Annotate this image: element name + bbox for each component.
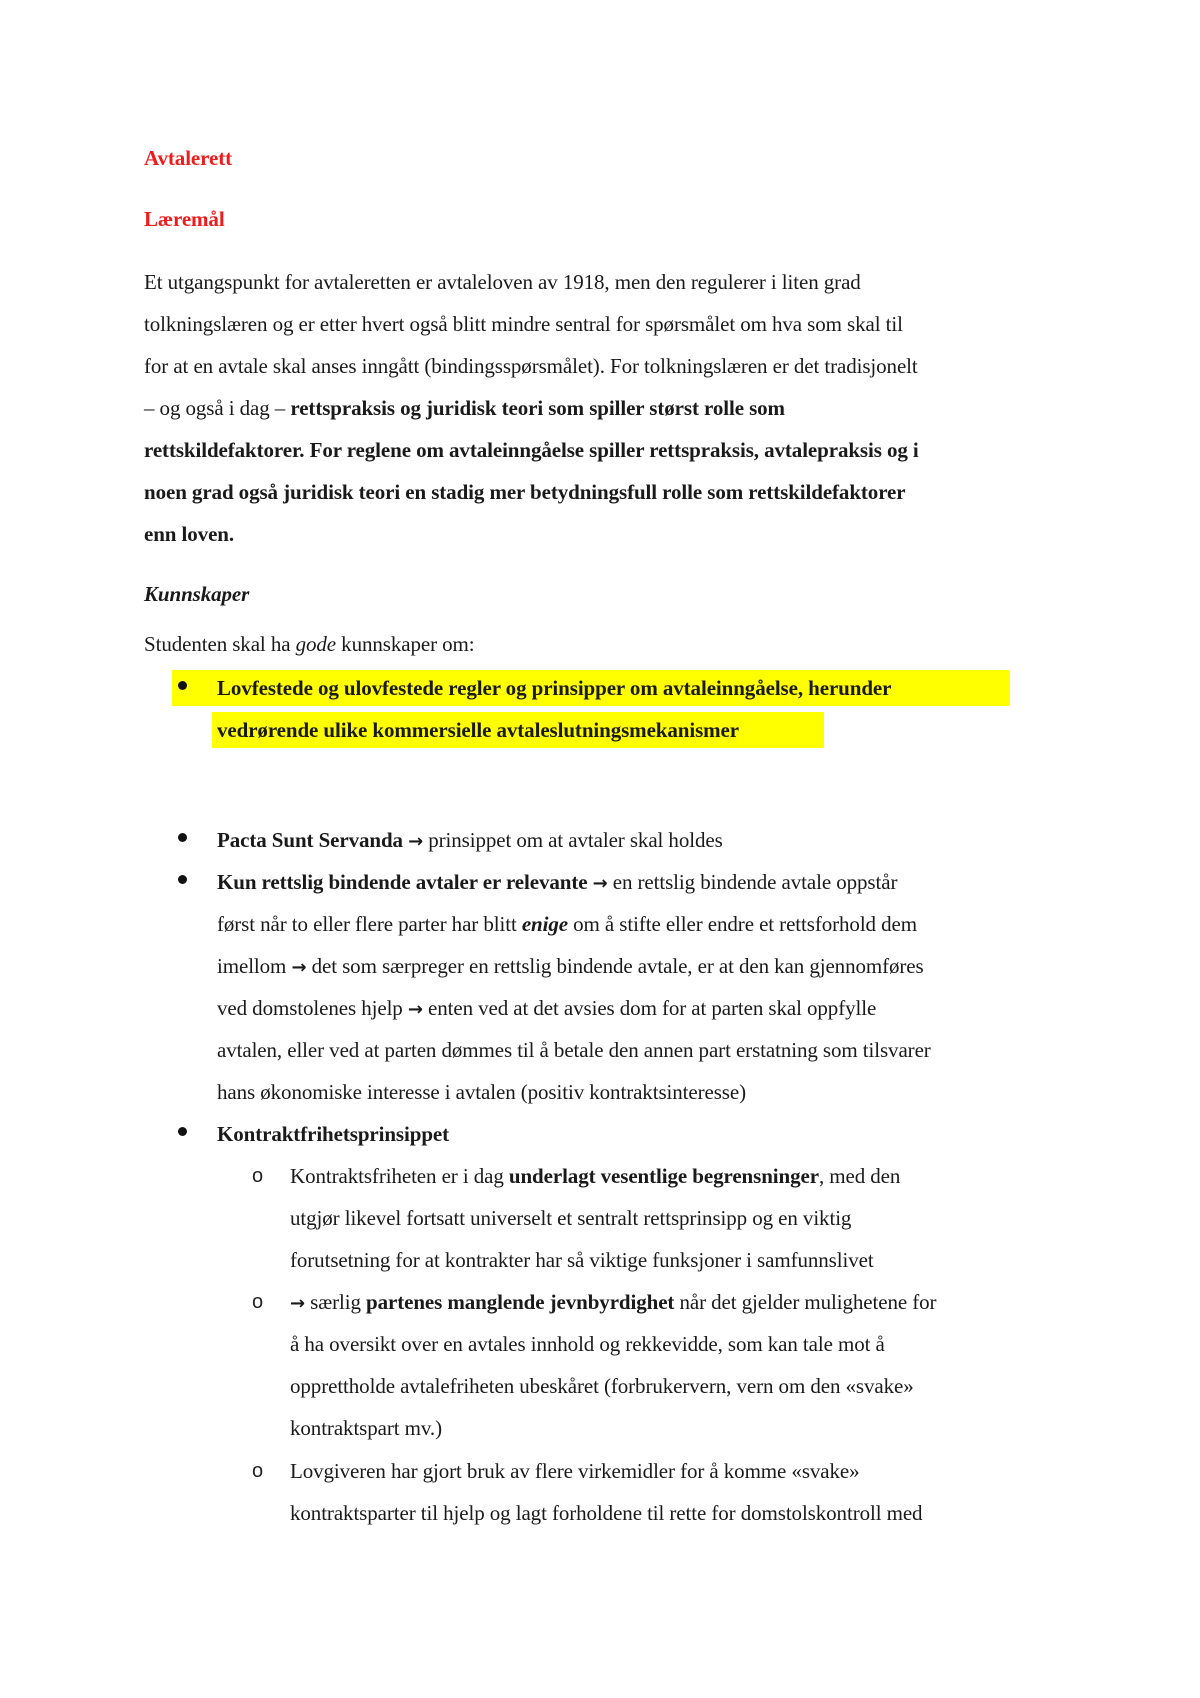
- sub-bullet-2-marker: o: [252, 1291, 264, 1313]
- bullet-2-line-1-rest: en rettslig bindende avtale oppstår: [607, 870, 898, 894]
- sub-2-line-1a: særlig: [304, 1290, 367, 1314]
- intro-line-4: [144, 394, 785, 422]
- intro-line-5: [144, 436, 919, 464]
- arrow-right-icon: →: [408, 831, 424, 852]
- bullet-dot-3: [178, 1127, 187, 1136]
- intro-line-7: [144, 520, 234, 548]
- sub-2-line-2: å ha oversikt over en avtales innhold og rekkevidde, som kan tale mot å: [290, 1332, 885, 1356]
- bullet-3-line: [217, 1120, 449, 1148]
- bullet-2-line-2: [217, 910, 917, 938]
- sub-1-line-3: forutsetning for at kontrakter har så viktige funksjoner i samfunnslivet: [290, 1248, 874, 1272]
- bullet-3-bold: Kontraktfrihetsprinsippet: [217, 1122, 450, 1146]
- bullet-dot-1: [178, 833, 187, 842]
- sub-2-line-4: kontraktspart mv.): [290, 1416, 442, 1440]
- studenten-line: [144, 630, 475, 658]
- bullet-1-line: [217, 826, 723, 856]
- highlight-bullet-line-2: [217, 716, 739, 744]
- bullet-2-line-6: hans økonomiske interesse i avtalen (positiv kontraktsinteresse): [217, 1080, 746, 1104]
- arrow-right-icon: →: [291, 957, 307, 978]
- intro-line-6-bold: noen grad også juridisk teori en stadig mer betydningsfull rolle som rettskildefaktorer: [144, 480, 906, 504]
- bullet-dot-2: [178, 875, 187, 884]
- sub-2-line-1: [290, 1288, 936, 1318]
- intro-line-1: Et utgangspunkt for avtaleretten er avtaleloven av 1918, men den regulerer i liten grad: [144, 270, 861, 294]
- bullet-2-line-4a: ved domstolenes hjelp: [217, 996, 408, 1020]
- studenten-post: kunnskaper om:: [336, 632, 475, 656]
- sub-2-line-1b: partenes manglende jevnbyrdighet: [366, 1290, 675, 1314]
- document-title: Avtalerett: [144, 146, 233, 170]
- highlight-bullet-line-1-text: Lovfestede og ulovfestede regler og prinsipper om avtaleinngåelse, herunder: [217, 676, 892, 700]
- intro-line-4-plain: – og også i dag –: [144, 396, 291, 420]
- arrow-right-icon: →: [407, 999, 423, 1020]
- section-heading-laeremal: Læremål: [144, 207, 225, 231]
- bullet-2-line-3a: imellom: [217, 954, 292, 978]
- sub-1-line-1c: , med den: [818, 1164, 901, 1188]
- sub-2-line-3: opprettholde avtalefriheten ubeskåret (forbrukervern, vern om den «svake»: [290, 1374, 914, 1398]
- sub-2-line-1c: når det gjelder mulighetene for: [674, 1290, 937, 1314]
- intro-line-5-bold: rettskildefaktorer. For reglene om avtaleinngåelse spiller rettspraksis, avtalepraksis og i: [144, 438, 919, 462]
- arrow-right-icon: →: [290, 1293, 305, 1314]
- intro-line-6: [144, 478, 906, 506]
- sub-1-line-1a: Kontraktsfriheten er i dag: [290, 1164, 509, 1188]
- sub-3-line-1: Lovgiveren har gjort bruk av flere virkemidler for å komme «svake»: [290, 1459, 860, 1483]
- sub-bullet-3-marker: o: [252, 1460, 264, 1482]
- studenten-pre: Studenten skal ha: [144, 632, 296, 656]
- arrow-right-icon: →: [592, 873, 608, 894]
- bullet-2-line-3b: det som særpreger en rettslig bindende avtale, er at den kan gjennomføres: [306, 954, 924, 978]
- bullet-2-line-4: [217, 994, 876, 1024]
- intro-line-4-bold: rettspraksis og juridisk teori som spiller størst rolle som: [290, 396, 785, 420]
- bullet-2-bold: Kun rettslig bindende avtaler er relevante: [217, 870, 588, 894]
- bullet-2-line-4b: enten ved at det avsies dom for at parten skal oppfylle: [422, 996, 877, 1020]
- highlight-bullet-line-1: [217, 674, 891, 702]
- sub-bullet-1-marker: o: [252, 1165, 264, 1187]
- kunnskaper-heading: [144, 580, 249, 608]
- sub-3-line-2: kontraktsparter til hjelp og lagt forholdene til rette for domstolskontroll med: [290, 1501, 923, 1525]
- bullet-2-line-5: avtalen, eller ved at parten dømmes til å betale den annen part erstatning som tilsvarer: [217, 1038, 931, 1062]
- intro-line-7-bold: enn loven.: [144, 522, 235, 546]
- bullet-1-rest: prinsippet om at avtaler skal holdes: [423, 828, 723, 852]
- sub-1-line-1: [290, 1162, 900, 1190]
- sub-1-line-2: utgjør likevel fortsatt universelt et sentralt rettsprinsipp og en viktig: [290, 1206, 852, 1230]
- sub-1-line-1b: underlagt vesentlige begrensninger: [508, 1164, 819, 1188]
- kunnskaper-heading-text: Kunnskaper: [144, 582, 250, 606]
- studenten-emphasis: gode: [295, 632, 337, 656]
- intro-line-2: tolkningslæren og er etter hvert også blitt mindre sentral for spørsmålet om hva som skal til: [144, 312, 903, 336]
- bullet-2-line-2a: først når to eller flere parter har blitt: [217, 912, 522, 936]
- bullet-2-emphasis: enige: [521, 912, 568, 936]
- intro-line-3: for at en avtale skal anses inngått (bindingsspørsmålet). For tolkningslæren er det tradisjonelt: [144, 354, 918, 378]
- bullet-2-line-3: [217, 952, 924, 982]
- bullet-dot-highlight: [178, 681, 187, 690]
- bullet-1-bold: Pacta Sunt Servanda: [217, 828, 403, 852]
- highlight-bullet-line-2-text: vedrørende ulike kommersielle avtaleslutningsmekanismer: [217, 718, 739, 742]
- bullet-2-line-2b: om å stifte eller endre et rettsforhold dem: [567, 912, 917, 936]
- bullet-2-line-1: [217, 868, 897, 898]
